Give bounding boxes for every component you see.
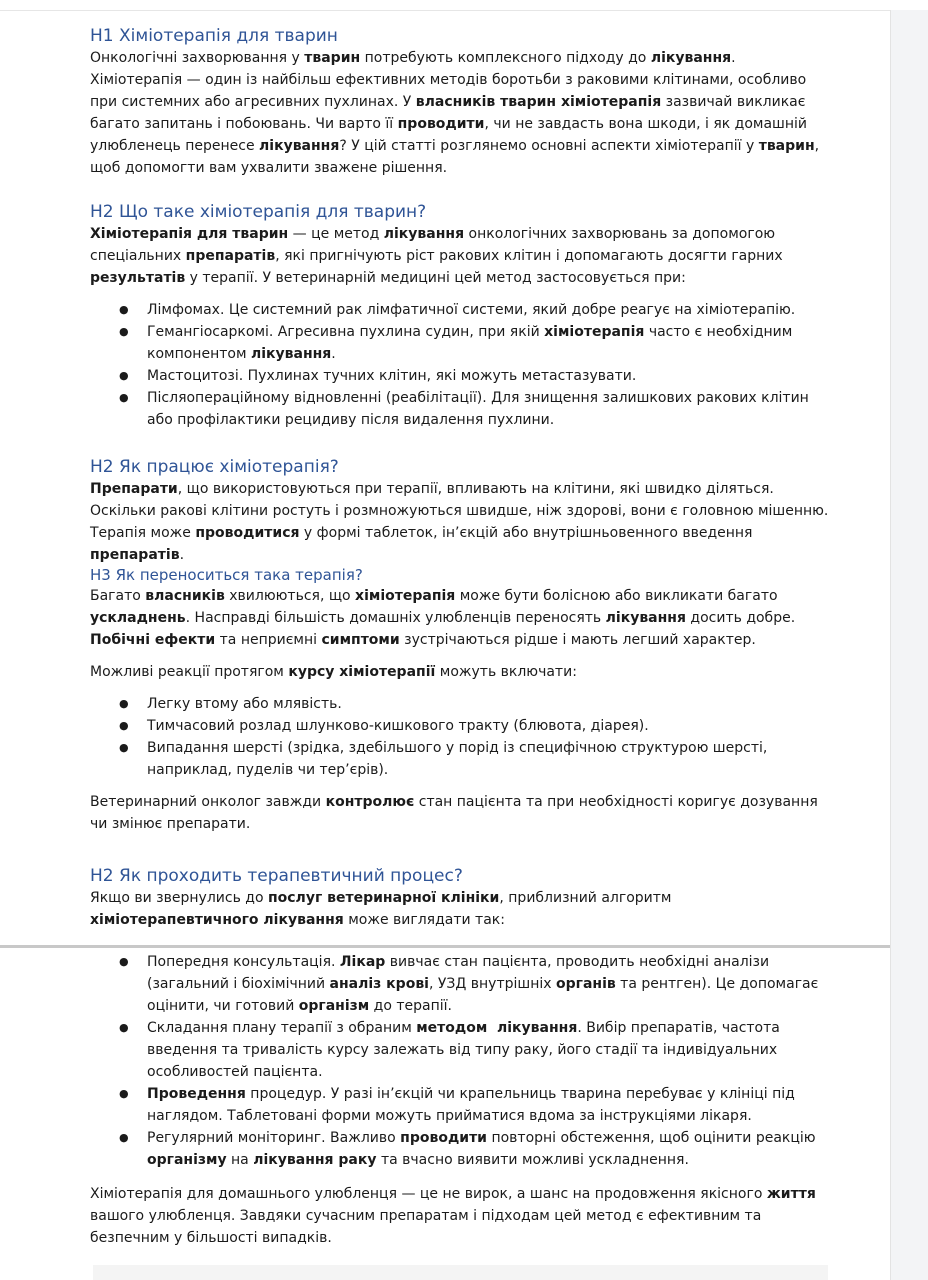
section-process-continued [90,951,830,1249]
paragraph-how-works: Препарати, що використовуються при терапії, впливають на клітини, які швидко діляться. Оскільки ракові клітини ростуть і розмножуються швидше, ніж здорові, вони є головною мішенню. Терапія може проводитися у формі таблеток, ін’єкцій або внутрішньовенного введення препаратів. [90,481,829,563]
list-item: ● Випадання шерсті (зрідка, здебільшого у порід із специфічною структурою шерсті, наприклад, пуделів чи тер’єрів). [147,737,830,781]
list-item: ● Складання плану терапії з обраним методом лікування. Вибір препаратів, частота введення та тривалість курсу залежать від типу раку, його стадії та індивідуальних особливостей пацієнта. [147,1017,830,1083]
next-block-placeholder [93,1265,828,1280]
list-indications [90,299,830,431]
list-item: ● Тимчасовий розлад шлунково-кишкового тракту (блювота, діарея). [147,715,830,737]
heading-h1: Н1 Хіміотерапія для тварин [90,26,338,46]
list-item: ● Проведення процедур. У разі ін’єкцій чи крапельниць тварина перебуває у клініці під наглядом. Таблетовані форми можуть прийматися вдома за інструкціями лікаря. [147,1083,830,1127]
list-item: ● Лімфомах. Це системний рак лімфатичної системи, який добре реагує на хіміотерапію. [147,299,830,321]
list-item: ● Мастоцитозі. Пухлинах тучних клітин, які можуть метастазувати. [147,365,830,387]
paragraph-intro: Онкологічні захворювання у тварин потребують комплексного підходу до лікування. Хіміотерапія — один із найбільш ефективних методів боротьби з раковими клітинами, особливо при системних або агресивних пухлинах. У власників тварин хіміотерапія зазвичай викликає багато запитань і побоювань. Чи варто її проводити, чи не завдасть вона шкоди, і як домашній улюбленець перенесе лікування? У цій статті розглянемо основні аспекти хіміотерапії у тварин, щоб допомогти вам ухвалити зважене рішення. [90,50,820,176]
heading-tolerance: Н3 Як переноситься така терапія? [90,566,363,584]
paragraph-oncologist: Ветеринарний онколог завжди контролює стан пацієнта та при необхідності коригує дозування чи змінює препарати. [90,794,818,832]
paragraph-conclusion: Хіміотерапія для домашнього улюбленця — це не вирок, а шанс на продовження якісного життя вашого улюбленця. Завдяки сучасним препаратам і підходам цей метод є ефективним та безпечним у більшості випадків. [90,1186,816,1246]
paragraph-reactions: Можливі реакції протягом курсу хіміотерапії можуть включати: [90,664,577,680]
heading-how-works: Н2 Як працює хіміотерапія? [90,457,339,477]
section-process [90,865,830,931]
list-item: ● Післяопераційному відновленні (реабілітації). Для знищення залишкових ракових клітин або профілактики рецидиву після видалення пухлини. [147,387,830,431]
list-item: ● Гемангіосаркомі. Агресивна пухлина судин, при якій хіміотерапія часто є необхідним компонентом лікування. [147,321,830,365]
right-side-panel [890,10,928,1280]
list-process-steps [90,951,830,1171]
list-item: ● Попередня консультація. Лікар вивчає стан пацієнта, проводить необхідні аналізи (загальний і біохімічний аналіз крові, УЗД внутрішніх органів та рентген). Це допомагає оцінити, чи готовий організм до терапії. [147,951,830,1017]
list-item: ● Легку втому або млявість. [147,693,830,715]
section-h1 [90,25,830,179]
page-break [0,945,890,948]
heading-process: Н2 Як проходить терапевтичний процес? [90,866,463,886]
section-how-works [90,456,830,566]
list-item: ● Регулярний моніторинг. Важливо проводити повторні обстеження, щоб оцінити реакцію організму на лікування раку та вчасно виявити можливі ускладнення. [147,1127,830,1171]
paragraph-tolerance: Багато власників хвилюються, що хіміотерапія може бути болісною або викликати багато ускладнень. Насправді більшість домашніх улюбленців переносять лікування досить добре. Побічні ефекти та неприємні симптоми зустрічаються рідше і мають легший характер. [90,588,796,648]
section-what-is [90,201,830,431]
paragraph-what-is: Хіміотерапія для тварин — це метод лікування онкологічних захворювань за допомогою спеціальних препаратів, які пригнічують ріст ракових клітин і допомагають досягти гарних результатів у терапії. У ветеринарній медицині цей метод застосовується при: [90,226,783,286]
paragraph-process: Якщо ви звернулись до послуг ветеринарної клініки, приблизний алгоритм хіміотерапевтичного лікування може виглядати так: [90,890,672,928]
section-tolerance [90,565,830,835]
heading-what-is: Н2 Що таке хіміотерапія для тварин? [90,202,427,222]
top-toolbar-edge [0,0,928,11]
list-reactions [90,693,830,781]
